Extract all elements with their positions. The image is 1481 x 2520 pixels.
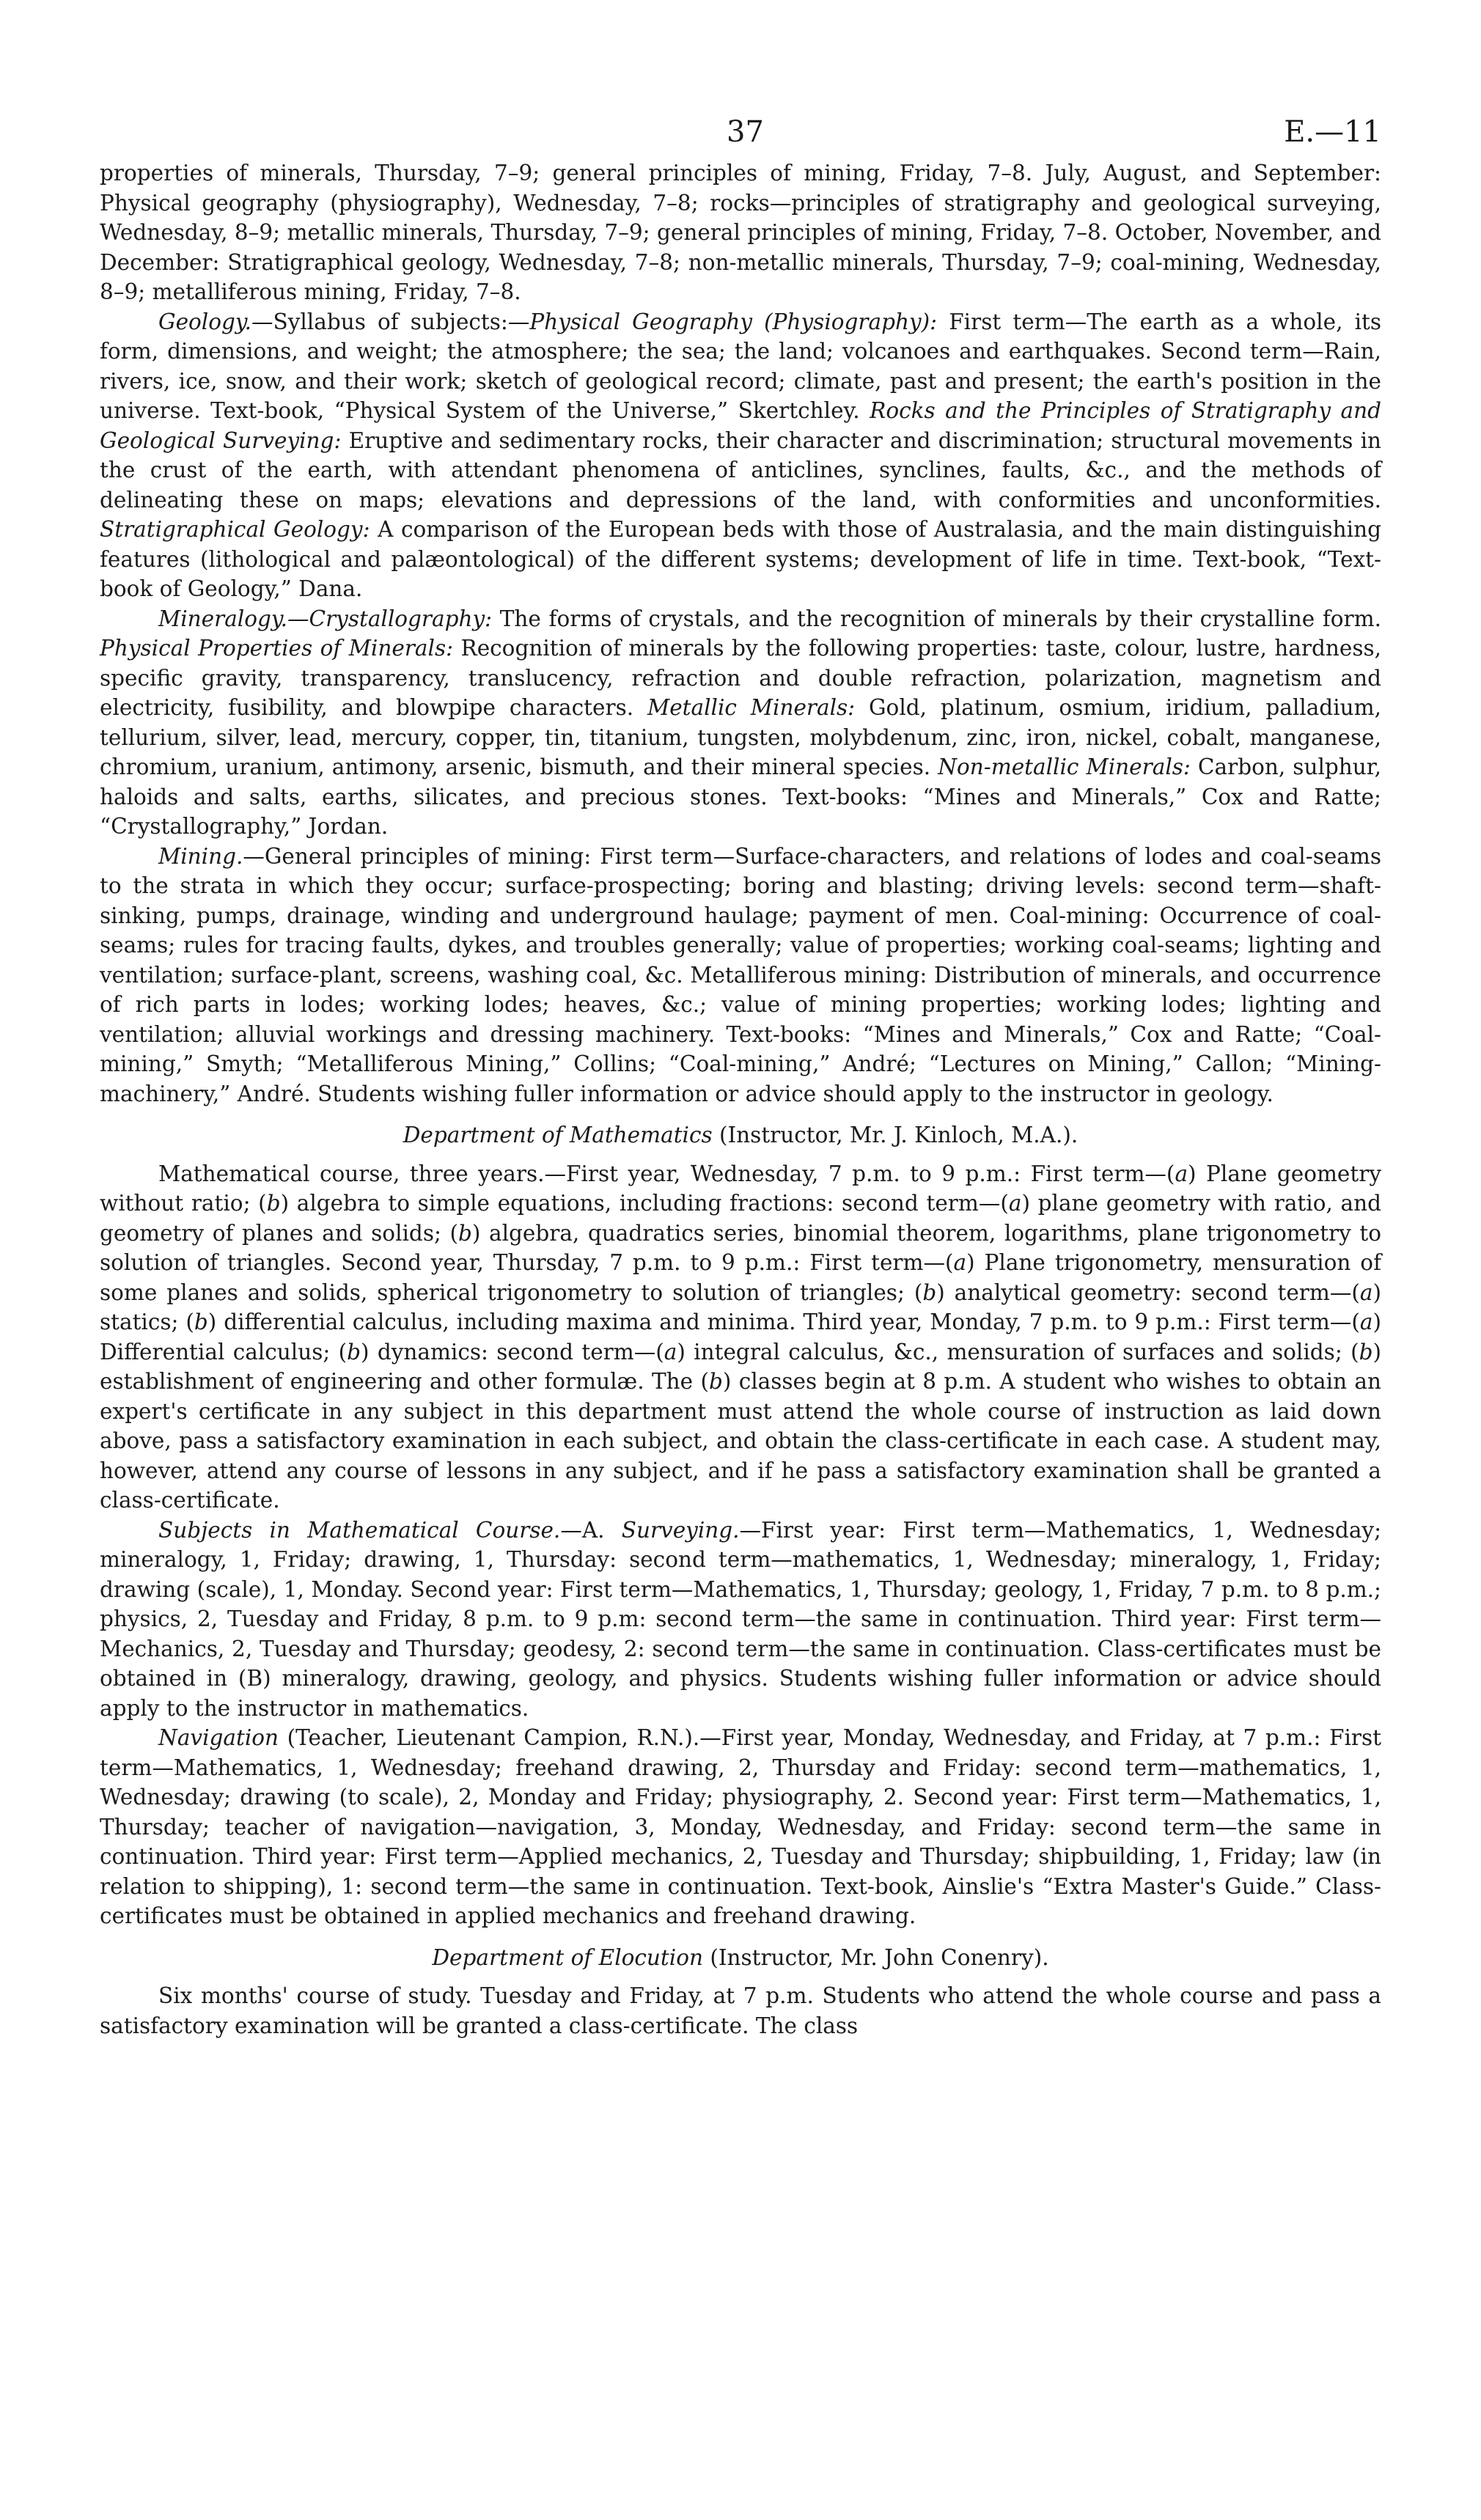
mineralogy-lead: Mineralogy.—Crystallography: bbox=[158, 606, 493, 631]
navigation-lead: Navigation bbox=[158, 1725, 279, 1750]
paragraph-mineralogy: Mineralogy.—Crystallography: The forms of crystals, and the recognition of minerals by their crystalline form. Physical Properties of Minerals: Recognition of minerals by the following properties: taste, colour, lustre, hardness, specific gravity, transparency, translucency, refraction and double refraction, polarization, magnetism and electricity, fusibility, and blowpipe characters. Metallic Minerals: Gold, platinum, osmium, iridium, palladium, tellurium, silver, lead, mercury, copper, tin, titanium, tungsten, molybdenum, zinc, iron, nickel, cobalt, manganese, chromium, uranium, antimony, arsenic, bismuth, and their mineral species. Non-metallic Minerals: Carbon, sulphur, haloids and salts, earths, silicates, and precious stones. Text-books: “Mines and Minerals,” Cox and Ratte; “Crystallography,” Jordan. bbox=[100, 606, 1382, 839]
heading-elocution: Department of Elocution (Instructor, Mr. John Conenry). bbox=[432, 1944, 1049, 1970]
paragraph-elocution: Six months' course of study. Tuesday and Friday, at 7 p.m. Students who attend the whole course and pass a satisfactory examination will be granted a class-certificate. The class bbox=[100, 1983, 1381, 2038]
heading-mathematics: Department of Mathematics (Instructor, Mr. J. Kinloch, M.A.). bbox=[403, 1123, 1078, 1147]
page-number: 37 bbox=[727, 115, 764, 149]
paragraph-geology: Geology.—Syllabus of subjects:—Physical Geography (Physiography): First term—The earth as a whole, its form, dimensions, and weight; the atmosphere; the sea; the land; volcanoes and earthquakes. Second term—Rain, rivers, ice, snow, and their work; sketch of geological record; climate, past and present; the earth's position in the universe. Text-book, “Physical System of the Universe,” Skertchley. Rocks and the Principles of Stratigraphy and Geological Surveying: Eruptive and sedimentary rocks, their character and discrimination; structural movements in the crust of the earth, with attendant phenomena of anticlines, synclines, faults, &c., and the methods of delineating these on maps; elevations and depressions of the land, with conformities and unconformities. Stratigraphical Geology: A comparison of the European beds with those of Australasia, and the main distinguishing features (lithological and palæontological) of the different systems; development of life in time. Text-book, “Text-book of Geology,” Dana. bbox=[100, 309, 1382, 601]
document-reference: E.—11 bbox=[1284, 115, 1381, 149]
document-page bbox=[100, 110, 1381, 2040]
paragraph-mining: Mining.—General principles of mining: First term—Surface-characters, and relations of lodes and coal-seams to the strata in which they occur; surface-prospecting; boring and blasting; driving levels: second term—shaft-sinking, pumps, drainage, winding and underground haulage; payment of men. Coal-mining: Occurrence of coal-seams; rules for tracing faults, dykes, and troubles generally; value of properties; working coal-seams; lighting and ventilation; surface-plant, screens, washing coal, &c. Metalliferous mining: Distribution of minerals, and occurrence of rich parts in lodes; working lodes; heaves, &c.; value of mining properties; working lodes; lighting and ventilation; alluvial workings and dressing machinery. Text-books: “Mines and Minerals,” Cox and Ratte; “Coal-mining,” Smyth; “Metalliferous Mining,” Collins; “Coal-mining,” André; “Lectures on Mining,” Callon; “Mining-machinery,” André. Students wishing fuller information or advice should apply to the instructor in geology. bbox=[100, 843, 1381, 1106]
geology-lead: Geology. bbox=[158, 309, 251, 334]
paragraph-navigation: Navigation (Teacher, Lieutenant Campion, R.N.).—First year, Monday, Wednesday, and Friday, at 7 p.m.: First term—Mathematics, 1, Wednesday; freehand drawing, 2, Thursday and Friday: second term—mathematics, 1, Wednesday; drawing (to scale), 2, Monday and Friday; physiography, 2. Second year: First term—Mathematics, 1, Thursday; teacher of navigation—navigation, 3, Monday, Wednesday, and Friday: second term—the same in continuation. Third year: First term—Applied mechanics, 2, Tuesday and Thursday; shipbuilding, 1, Friday; law (in relation to shipping), 1: second term—the same in continuation. Text-book, Ainslie's “Extra Master's Guide.” Class-certificates must be obtained in applied mechanics and freehand drawing. bbox=[100, 1725, 1381, 1928]
mining-lead: Mining. bbox=[158, 843, 243, 869]
page-header bbox=[100, 110, 1381, 154]
paragraph-schedule: properties of minerals, Thursday, 7–9; general principles of mining, Friday, 7–8. July, August, and September: Physical geography (physiography), Wednesday, 7–8; rocks—principles of stratigraphy and geological surveying, Wednesday, 8–9; metallic minerals, Thursday, 7–9; general principles of mining, Friday, 7–8. October, November, and December: Stratigraphical geology, Wednesday, 7–8; non-metallic minerals, Thursday, 7–9; coal-mining, Wednesday, 8–9; metalliferous mining, Friday, 7–8. bbox=[100, 161, 1381, 304]
paragraph-mathematics: Mathematical course, three years.—First year, Wednesday, 7 p.m. to 9 p.m.: First term—(a) Plane geometry without ratio; (b) algebra to simple equations, including fractions: second term—(a) plane geometry with ratio, and geometry of planes and solids; (b) algebra, quadratics series, binomial theorem, logarithms, plane trigonometry to solution of triangles. Second year, Thursday, 7 p.m. to 9 p.m.: First term—(a) Plane trigonometry, mensuration of some planes and solids, spherical trigonometry to solution of triangles; (b) analytical geometry: second term—(a) statics; (b) differential calculus, including maxima and minima. Third year, Monday, 7 p.m. to 9 p.m.: First term—(a) Differential calculus; (b) dynamics: second term—(a) integral calculus, &c., mensuration of surfaces and solids; (b) establishment of engineering and other formulæ. The (b) classes begin at 8 p.m. A student who wishes to obtain an expert's certificate in any subject in this department must attend the whole course of instruction as laid down above, pass a satisfactory examination in each subject, and obtain the class-certificate in each case. A student may, however, attend any course of lessons in any subject, and if he pass a satisfactory examination shall be granted a class-certificate. bbox=[100, 1161, 1382, 1513]
paragraph-subjects: Subjects in Mathematical Course.—A. Surveying.—First year: First term—Mathematics, 1, Wednesday; mineralogy, 1, Friday; drawing, 1, Thursday: second term—mathematics, 1, Wednesday; mineralogy, 1, Friday; drawing (scale), 1, Monday. Second year: First term—Mathematics, 1, Thursday; geology, 1, Friday, 7 p.m. to 8 p.m.; physics, 2, Tuesday and Friday, 8 p.m. to 9 p.m: second term—the same in continuation. Third year: First term—Mechanics, 2, Tuesday and Thursday; geodesy, 2: second term—the same in continuation. Class-certificates must be obtained in (B) mineralogy, drawing, geology, and physics. Students wishing fuller information or advice should apply to the instructor in mathematics. bbox=[100, 1517, 1382, 1721]
